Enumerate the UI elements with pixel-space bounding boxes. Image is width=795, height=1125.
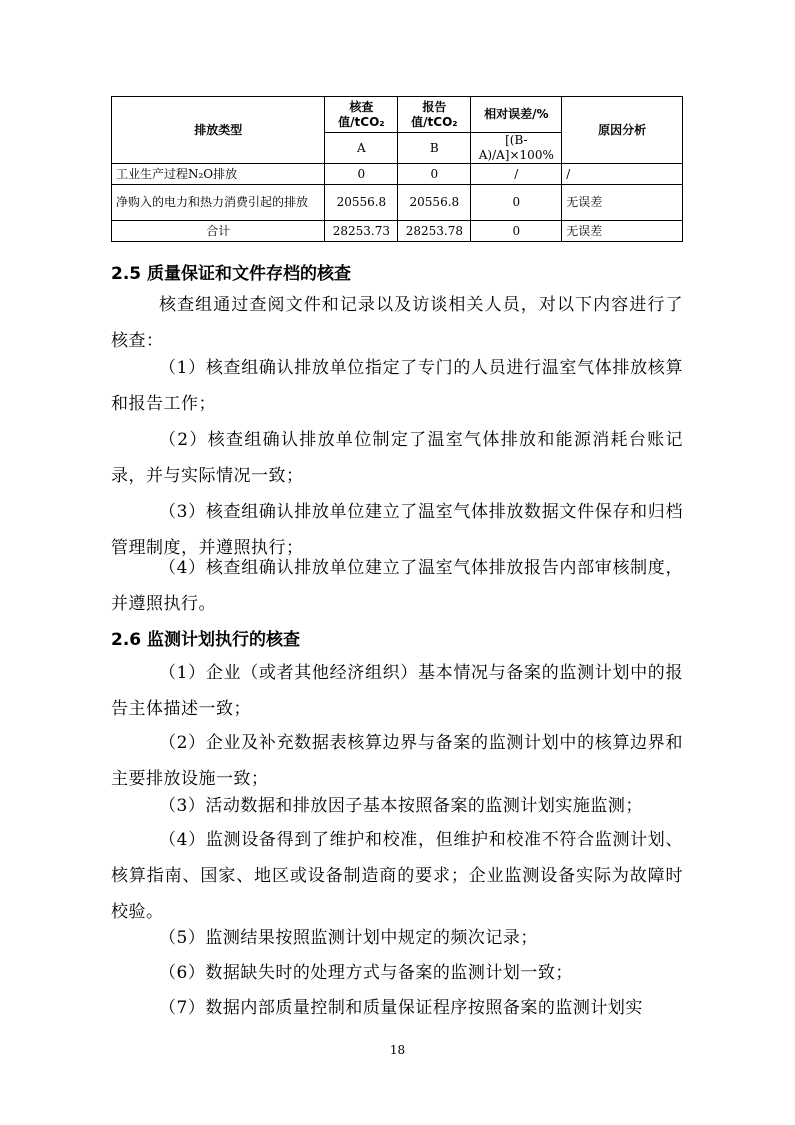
paragraph: （7）数据内部质量控制和质量保证程序按照备案的监测计划实	[159, 998, 643, 1018]
emission-comparison-table	[111, 96, 683, 242]
cell-reason: 无误差	[562, 221, 683, 242]
page-number: 18	[389, 1043, 406, 1057]
section-heading-2-5: 2.5 质量保证和文件存档的核查	[111, 264, 352, 284]
cell-a: 20556.8	[325, 185, 398, 221]
table-header-row	[112, 97, 683, 133]
paragraph: （1）企业（或者其他经济组织）基本情况与备案的监测计划中的报告主体描述一致；	[111, 663, 683, 719]
subheader-formula: [(B-A)/A]×100%	[471, 133, 562, 164]
cell-b: 20556.8	[398, 185, 471, 221]
section-heading-2-6: 2.6 监测计划执行的核查	[111, 630, 301, 650]
cell-type: 工业生产过程N₂O排放	[112, 164, 325, 185]
cell-b: 0	[398, 164, 471, 185]
cell-a: 0	[325, 164, 398, 185]
cell-reason: 无误差	[562, 185, 683, 221]
paragraph: （4）监测设备得到了维护和校准，但维护和校准不符合监测计划、核算指南、国家、地区或设备制造商的要求；企业监测设备实际为故障时校验。	[111, 830, 683, 922]
cell-type: 净购入的电力和热力消费引起的排放	[112, 185, 325, 221]
paragraph: （5）监测结果按照监测计划中规定的频次记录；	[159, 928, 538, 948]
paragraph: （1）核查组确认排放单位指定了专门的人员进行温室气体排放核算和报告工作；	[111, 358, 683, 414]
header-verified-value: 核查值/tCO₂	[325, 97, 398, 133]
cell-b: 28253.78	[398, 221, 471, 242]
paragraph: 核查组通过查阅文件和记录以及访谈相关人员，对以下内容进行了核查：	[111, 295, 683, 351]
paragraph: （4）核查组确认排放单位建立了温室气体排放报告内部审核制度，并遵照执行。	[111, 558, 683, 614]
table-row	[112, 164, 683, 185]
paragraph: （2）核查组确认排放单位制定了温室气体排放和能源消耗台账记录，并与实际情况一致；	[111, 430, 683, 486]
paragraph: （3）核查组确认排放单位建立了温室气体排放数据文件保存和归档管理制度，并遵照执行；	[111, 502, 683, 558]
subheader-a: A	[325, 133, 398, 164]
header-emission-type: 排放类型	[112, 97, 325, 164]
header-reported-value: 报告值/tCO₂	[398, 97, 471, 133]
paragraph: （2）企业及补充数据表核算边界与备案的监测计划中的核算边界和主要排放设施一致；	[111, 733, 683, 789]
header-relative-error: 相对误差/%	[471, 97, 562, 133]
cell-a: 28253.73	[325, 221, 398, 242]
cell-error: /	[471, 164, 562, 185]
cell-type: 合计	[112, 221, 325, 242]
paragraph: （3）活动数据和排放因子基本按照备案的监测计划实施监测；	[159, 796, 643, 816]
paragraph: （6）数据缺失时的处理方式与备案的监测计划一致；	[159, 963, 573, 983]
table-row	[112, 185, 683, 221]
cell-reason: /	[562, 164, 683, 185]
header-reason-analysis: 原因分析	[562, 97, 683, 164]
cell-error: 0	[471, 185, 562, 221]
cell-error: 0	[471, 221, 562, 242]
subheader-b: B	[398, 133, 471, 164]
table-row	[112, 221, 683, 242]
